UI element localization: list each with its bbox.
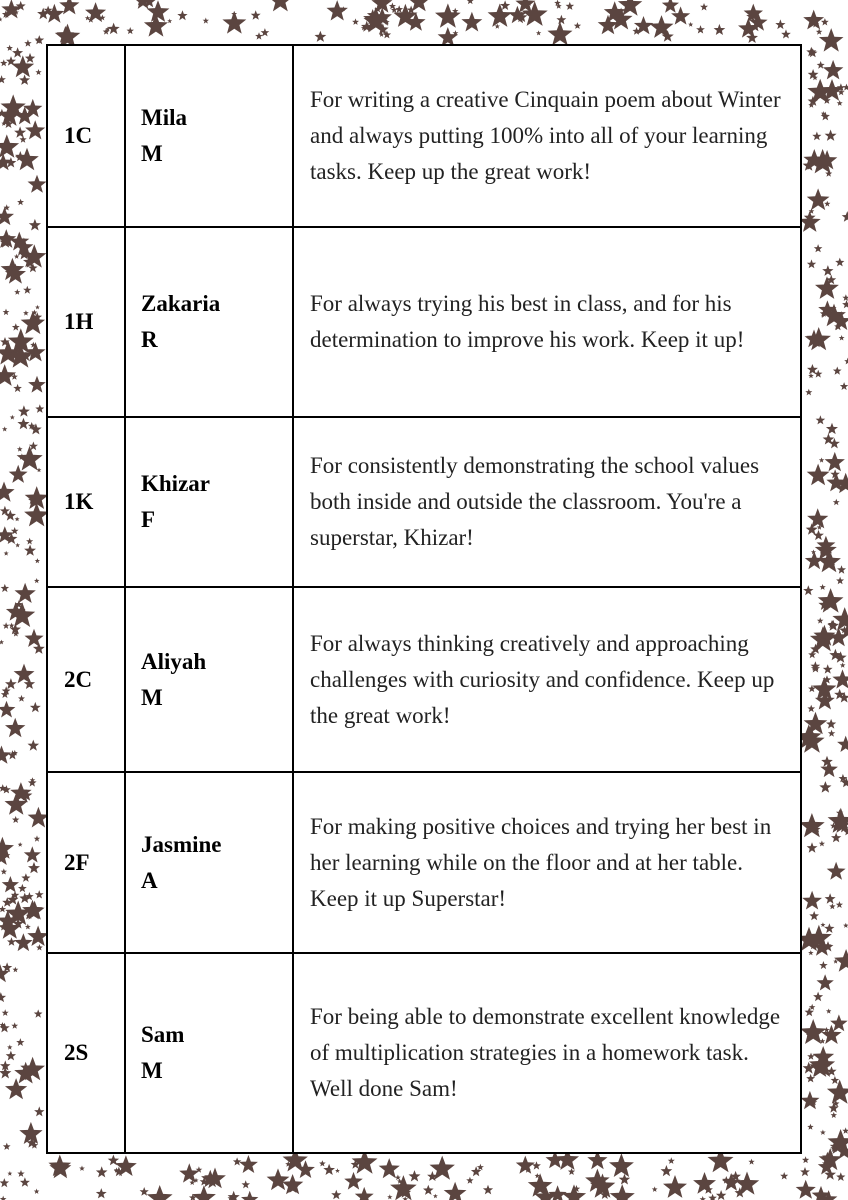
star-icon xyxy=(15,517,20,522)
star-icon xyxy=(34,578,40,583)
star-icon xyxy=(799,813,825,837)
star-icon xyxy=(25,53,35,63)
star-icon xyxy=(836,901,843,908)
star-icon xyxy=(23,286,31,294)
class-cell xyxy=(48,773,126,952)
awards-table xyxy=(46,44,802,1154)
star-icon xyxy=(18,884,27,892)
surname-initial: R xyxy=(141,327,158,352)
star-icon xyxy=(0,75,6,83)
star-icon xyxy=(28,740,40,751)
surname-initial: M xyxy=(141,1058,163,1083)
star-icon xyxy=(688,22,693,27)
star-icon xyxy=(574,22,581,29)
award-reason: For always thinking creatively and approaching challenges with curiosity and confidence. Keep up the great work! xyxy=(310,630,775,728)
star-icon xyxy=(536,30,541,35)
star-icon xyxy=(823,60,844,80)
star-icon xyxy=(319,1160,326,1166)
star-icon xyxy=(802,1156,809,1163)
reason-cell xyxy=(294,228,800,416)
star-icon xyxy=(127,27,135,34)
star-icon xyxy=(423,1185,434,1195)
star-icon xyxy=(831,1112,837,1118)
table-row xyxy=(48,588,800,773)
star-icon xyxy=(842,300,848,308)
star-icon xyxy=(831,833,841,843)
star-icon xyxy=(0,207,14,225)
star-icon xyxy=(796,1180,816,1199)
star-icon xyxy=(1,868,7,874)
star-icon xyxy=(819,961,828,969)
star-icon xyxy=(5,718,25,737)
star-icon xyxy=(10,415,15,420)
star-icon xyxy=(18,842,23,847)
star-icon xyxy=(14,289,20,295)
star-icon xyxy=(808,69,819,79)
star-icon xyxy=(255,32,263,39)
reason-cell xyxy=(294,773,800,952)
star-icon xyxy=(29,219,41,231)
name-cell xyxy=(126,46,294,226)
star-icon xyxy=(433,1194,438,1199)
star-icon xyxy=(820,760,838,777)
star-icon xyxy=(840,662,846,667)
star-icon xyxy=(814,370,822,378)
star-icon xyxy=(5,1078,27,1099)
star-icon xyxy=(323,1164,335,1175)
star-icon xyxy=(668,1157,675,1164)
star-icon xyxy=(12,323,20,330)
star-icon xyxy=(821,18,829,25)
star-icon xyxy=(96,1188,107,1198)
star-icon xyxy=(837,565,846,574)
star-icon xyxy=(820,922,825,927)
star-icon xyxy=(714,24,726,35)
star-icon xyxy=(35,404,44,413)
star-icon xyxy=(4,551,9,556)
star-icon xyxy=(813,992,823,1002)
star-icon xyxy=(566,2,575,10)
star-icon xyxy=(26,538,33,545)
star-icon xyxy=(3,1143,11,1150)
star-icon xyxy=(748,1159,754,1165)
star-icon xyxy=(239,1155,258,1173)
award-reason: For writing a creative Cinquain poem about Winter and always putting 100% into all of your learning tasks. Keep up the great work! xyxy=(310,87,781,184)
star-icon xyxy=(822,265,833,276)
award-reason: For always trying his best in class, and for his determination to improve his work. Keep it up! xyxy=(310,291,745,352)
star-icon xyxy=(242,1180,251,1188)
star-icon xyxy=(814,244,823,252)
star-icon xyxy=(167,19,172,24)
class-label: 2F xyxy=(64,849,90,875)
star-icon xyxy=(15,583,36,603)
star-icon xyxy=(807,1053,815,1060)
award-reason: For consistently demonstrating the school values both inside and outside the classroom. You're a superstar, Khizar! xyxy=(310,453,760,550)
star-icon xyxy=(827,620,839,631)
star-icon xyxy=(815,539,837,560)
class-cell xyxy=(48,46,126,226)
star-icon xyxy=(823,664,833,673)
star-icon xyxy=(815,276,839,299)
star-icon xyxy=(516,1156,535,1174)
star-icon xyxy=(17,199,24,206)
name-cell xyxy=(126,588,294,771)
star-icon xyxy=(837,736,848,752)
star-icon xyxy=(6,45,12,51)
star-icon xyxy=(3,309,10,316)
star-icon xyxy=(144,14,168,37)
star-icon xyxy=(20,1177,30,1187)
table-row xyxy=(48,418,800,588)
class-cell xyxy=(48,954,126,1152)
star-icon xyxy=(6,1051,16,1061)
star-icon xyxy=(444,1182,467,1200)
star-icon xyxy=(0,1178,9,1187)
student-name xyxy=(141,466,286,538)
surname-initial: A xyxy=(141,867,158,893)
star-icon xyxy=(315,31,327,42)
surname-initial: M xyxy=(141,141,163,166)
star-icon xyxy=(800,1091,819,1109)
star-icon xyxy=(808,48,818,57)
star-icon xyxy=(8,750,18,759)
star-icon xyxy=(716,1190,727,1200)
star-icon xyxy=(488,4,512,27)
star-icon xyxy=(809,911,819,920)
star-icon xyxy=(233,1157,242,1165)
star-icon xyxy=(802,891,822,910)
first-name: Mila xyxy=(141,105,187,130)
star-icon xyxy=(222,11,246,34)
star-icon xyxy=(7,937,16,946)
star-icon xyxy=(25,120,45,139)
star-icon xyxy=(34,1189,40,1194)
star-icon xyxy=(17,418,29,430)
star-icon xyxy=(840,382,848,390)
award-reason: For being able to demonstrate excellent knowledge of multiplication strategies in a homework task. Well done Sam! xyxy=(310,1004,781,1101)
star-icon xyxy=(824,923,834,933)
star-icon xyxy=(663,1175,687,1198)
star-icon xyxy=(532,1161,541,1169)
star-icon xyxy=(652,1186,658,1192)
star-icon xyxy=(0,17,3,22)
name-cell xyxy=(126,418,294,586)
star-icon xyxy=(14,664,35,684)
star-icon xyxy=(820,1130,826,1135)
star-icon xyxy=(28,778,37,786)
first-name: Sam xyxy=(141,1022,185,1047)
star-icon xyxy=(335,1168,340,1173)
star-icon xyxy=(817,617,824,623)
star-icon xyxy=(829,903,835,909)
star-icon xyxy=(11,1022,18,1028)
star-icon xyxy=(781,29,791,38)
student-name xyxy=(141,827,286,899)
star-icon xyxy=(700,3,708,11)
star-icon xyxy=(807,705,815,712)
star-icon xyxy=(780,1172,788,1180)
star-icon xyxy=(2,426,7,431)
star-icon xyxy=(35,558,40,563)
star-icon xyxy=(833,367,842,375)
star-icon xyxy=(18,405,30,416)
star-icon xyxy=(0,59,7,66)
star-icon xyxy=(192,1185,216,1200)
star-icon xyxy=(808,950,814,955)
star-icon xyxy=(807,508,828,528)
star-icon xyxy=(331,1190,341,1200)
star-icon xyxy=(21,873,30,882)
star-icon xyxy=(352,18,359,25)
star-icon xyxy=(35,305,40,310)
star-icon xyxy=(25,629,44,647)
star-icon xyxy=(824,201,830,207)
star-icon xyxy=(177,10,187,20)
star-icon xyxy=(547,22,572,46)
class-label: 1H xyxy=(64,309,94,334)
star-icon xyxy=(827,1080,848,1104)
star-icon xyxy=(34,835,41,841)
star-icon xyxy=(28,376,46,393)
reason-cell xyxy=(294,418,800,586)
star-icon xyxy=(0,905,6,912)
star-icon xyxy=(9,623,15,629)
star-icon xyxy=(807,188,830,210)
star-icon xyxy=(461,12,482,32)
star-icon xyxy=(2,876,19,892)
star-icon xyxy=(435,3,461,27)
name-cell xyxy=(126,773,294,952)
name-cell xyxy=(126,228,294,416)
star-icon xyxy=(147,1185,173,1200)
table-row xyxy=(48,773,800,954)
star-icon xyxy=(837,100,843,106)
star-icon xyxy=(826,1009,831,1014)
star-icon xyxy=(807,1124,813,1130)
award-reason: For making positive choices and trying her best in her learning while on the floor and at her table. Keep it up Superstar! xyxy=(310,813,772,911)
star-icon xyxy=(24,545,36,556)
star-icon xyxy=(467,0,475,4)
star-icon xyxy=(843,923,848,928)
star-icon xyxy=(24,39,32,46)
star-icon xyxy=(693,1172,716,1194)
star-icon xyxy=(17,446,23,451)
star-icon xyxy=(2,1009,9,1016)
star-icon xyxy=(817,974,834,990)
star-icon xyxy=(3,622,10,629)
star-icon xyxy=(241,1191,258,1200)
star-icon xyxy=(96,1166,108,1177)
star-icon xyxy=(821,756,833,767)
star-icon xyxy=(389,3,396,10)
star-icon xyxy=(775,19,785,29)
name-cell xyxy=(126,954,294,1152)
star-icon xyxy=(477,1164,484,1171)
star-icon xyxy=(816,415,826,424)
star-icon xyxy=(805,389,812,396)
class-cell xyxy=(48,228,126,416)
star-icon xyxy=(803,585,813,595)
star-icon xyxy=(466,1177,473,1184)
surname-initial: F xyxy=(141,507,156,532)
star-icon xyxy=(17,1170,24,1177)
star-icon xyxy=(808,373,814,378)
star-icon xyxy=(24,846,41,862)
star-icon xyxy=(833,499,840,506)
star-icon xyxy=(28,862,40,873)
star-icon xyxy=(16,1038,24,1046)
star-icon xyxy=(836,1172,845,1181)
star-icon xyxy=(5,678,17,689)
student-name xyxy=(141,286,286,358)
star-icon xyxy=(609,1153,634,1177)
star-icon xyxy=(23,310,29,315)
star-icon xyxy=(827,862,846,880)
star-icon xyxy=(13,384,22,392)
star-icon xyxy=(7,1045,12,1050)
star-icon xyxy=(0,640,4,645)
reason-cell xyxy=(294,46,800,226)
star-icon xyxy=(815,691,835,710)
star-icon xyxy=(12,47,23,57)
student-name xyxy=(141,1017,286,1089)
star-icon xyxy=(0,1196,6,1200)
class-label: 2S xyxy=(64,1040,89,1065)
star-icon xyxy=(610,1184,635,1200)
student-name xyxy=(141,100,286,172)
star-icon xyxy=(700,1196,706,1200)
reason-cell xyxy=(294,954,800,1152)
star-icon xyxy=(819,458,824,463)
class-cell xyxy=(48,588,126,771)
star-icon xyxy=(7,1171,12,1176)
star-icon xyxy=(21,311,45,334)
star-icon xyxy=(816,29,823,35)
class-label: 1K xyxy=(64,489,94,514)
star-icon xyxy=(807,464,830,486)
star-icon xyxy=(825,452,845,471)
star-icon xyxy=(35,69,41,75)
star-icon xyxy=(0,992,6,1002)
class-label: 1C xyxy=(64,123,93,148)
star-icon xyxy=(0,701,15,718)
star-icon xyxy=(831,1076,840,1084)
star-icon xyxy=(844,358,848,365)
star-icon xyxy=(203,18,209,24)
star-icon xyxy=(0,364,16,386)
star-icon xyxy=(344,1172,363,1190)
star-icon xyxy=(528,1173,553,1196)
table-row xyxy=(48,954,800,1152)
star-icon xyxy=(842,211,848,222)
star-icon xyxy=(826,719,836,729)
star-icon xyxy=(18,695,25,702)
star-icon xyxy=(2,962,12,972)
table-row xyxy=(48,228,800,418)
star-icon xyxy=(387,1194,392,1199)
star-icon xyxy=(819,841,825,847)
first-name: Zakaria xyxy=(141,291,221,316)
star-icon xyxy=(842,294,848,301)
star-icon xyxy=(661,1165,673,1176)
star-icon xyxy=(1,584,10,592)
star-icon xyxy=(662,0,679,13)
first-name: Khizar xyxy=(141,471,210,496)
star-icon xyxy=(108,23,120,34)
first-name: Aliyah xyxy=(141,648,207,674)
star-icon xyxy=(12,816,19,823)
star-icon xyxy=(708,1194,717,1200)
star-icon xyxy=(836,577,844,585)
table-row xyxy=(48,46,800,228)
star-icon xyxy=(800,1167,810,1176)
star-icon xyxy=(554,0,561,6)
star-icon xyxy=(813,530,824,540)
star-icon xyxy=(807,259,816,268)
star-icon xyxy=(826,423,838,434)
star-icon xyxy=(839,335,845,341)
star-icon xyxy=(807,842,818,852)
star-icon xyxy=(36,944,43,950)
star-icon xyxy=(835,258,844,267)
star-icon xyxy=(0,134,19,157)
reason-cell xyxy=(294,588,800,771)
star-icon xyxy=(13,967,19,973)
star-icon xyxy=(820,584,826,590)
star-icon xyxy=(355,1187,374,1200)
first-name: Jasmine xyxy=(141,831,222,857)
star-icon xyxy=(15,543,20,548)
star-icon xyxy=(812,132,821,141)
star-icon xyxy=(842,1127,848,1133)
class-cell xyxy=(48,418,126,586)
star-icon xyxy=(696,25,705,33)
surname-initial: M xyxy=(141,684,163,710)
star-icon xyxy=(49,1157,71,1178)
star-icon xyxy=(14,933,33,951)
star-icon xyxy=(34,1106,44,1116)
star-icon xyxy=(267,1168,290,1190)
star-icon xyxy=(825,893,836,904)
star-icon xyxy=(556,15,566,25)
star-icon xyxy=(79,1166,85,1171)
star-icon xyxy=(0,482,15,502)
star-icon xyxy=(30,702,41,712)
star-icon xyxy=(268,0,292,11)
star-icon xyxy=(409,1170,421,1181)
star-icon xyxy=(825,130,837,141)
star-icon xyxy=(15,148,39,171)
star-icon xyxy=(251,10,261,20)
star-icon xyxy=(28,175,47,193)
star-icon xyxy=(483,1185,493,1195)
star-icon xyxy=(34,1009,43,1017)
star-icon xyxy=(828,730,835,737)
star-icon xyxy=(35,890,44,898)
star-icon xyxy=(327,0,348,20)
star-icon xyxy=(819,781,831,793)
student-name xyxy=(141,644,286,716)
star-icon xyxy=(379,1158,400,1178)
class-label: 2C xyxy=(64,666,93,692)
star-icon xyxy=(819,28,844,51)
star-icon xyxy=(14,126,26,137)
